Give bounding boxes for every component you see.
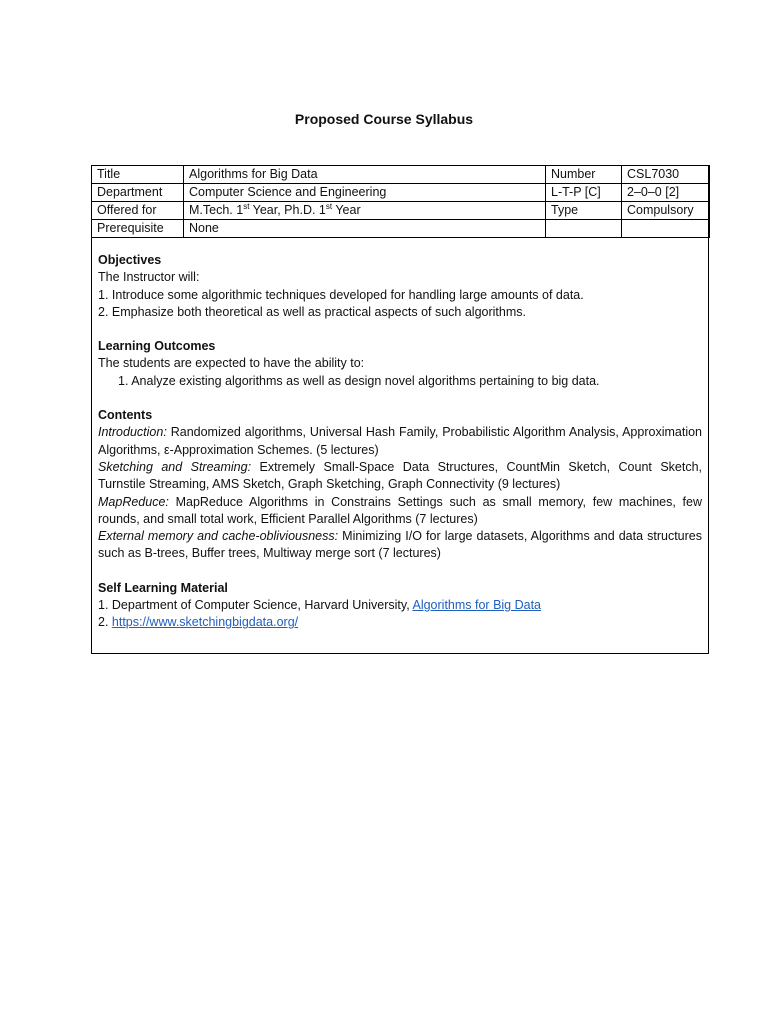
section-text: Extremely Small-Space Data Structures, CountMin Sketch, Count Sketch, Turnstile Streaming, AMS Sketch, Graph Sketching, Graph Connectivity (9 lectures) (98, 459, 703, 492)
offered-label: Offered for (92, 202, 184, 220)
table-row (92, 220, 710, 238)
number-value: CSL7030 (622, 166, 710, 184)
prereq-label: Prerequisite (92, 220, 184, 238)
objectives-heading: Objectives (98, 253, 162, 267)
section-text: MapReduce Algorithms in Constrains Settings such as small memory, few machines, few rounds, and small total work, Efficient Parallel Algorithms (7 lectures) (98, 494, 702, 526)
offered-text-3: Year (332, 203, 361, 217)
section-text: Randomized algorithms, Universal Hash Family, Probabilistic Algorithm Analysis, Approximation Algorithms, ε-Approximation Schemes. (5 lectures) (98, 425, 702, 457)
sketching-site-link[interactable]: https://www.sketchingbigdata.org/ (111, 615, 299, 630)
offered-sup-1: st (243, 201, 250, 211)
contents-section (98, 494, 702, 529)
course-info-table (91, 165, 710, 238)
type-label: Type (546, 202, 622, 220)
item-text: 1. Department of Computer Science, Harvard University, (98, 598, 413, 613)
type-value: Compulsory (622, 202, 710, 220)
outcome-item: 1. Analyze existing algorithms as well as design novel algorithms pertaining to big data. (118, 373, 600, 388)
department-label: Department (92, 184, 184, 202)
objectives-intro: The Instructor will: (98, 270, 200, 285)
contents-section (98, 424, 702, 459)
table-row (92, 202, 710, 220)
table-row (92, 166, 710, 184)
page-title: Proposed Course Syllabus (294, 111, 474, 127)
section-title: Introduction: (98, 425, 167, 440)
contents-section (98, 528, 702, 563)
title-value: Algorithms for Big Data (184, 166, 546, 184)
number-label: Number (546, 166, 622, 184)
self-learning-item (98, 597, 702, 614)
section-text: Minimizing I/O for large datasets, Algorithms and data structures such as B-trees, Buffer trees, Multiway merge sort (7 lectures) (98, 529, 702, 561)
contents-section (98, 459, 702, 494)
outcomes-intro: The students are expected to have the ability to: (98, 356, 365, 371)
self-learning-item (98, 614, 702, 631)
objective-item: 2. Emphasize both theoretical as well as practical aspects of such algorithms. (98, 304, 526, 319)
offered-sup-2: st (325, 201, 333, 211)
self-learning-heading: Self Learning Material (98, 580, 228, 595)
harvard-course-link[interactable]: Algorithms for Big Data (412, 598, 542, 613)
table-row (92, 184, 710, 202)
title-label: Title (92, 166, 184, 184)
offered-value (184, 202, 546, 220)
item-text: 2. (98, 615, 112, 630)
offered-text-1: M.Tech. 1 (189, 203, 244, 217)
objective-item: 1. Introduce some algorithmic techniques developed for handling large amounts of data. (98, 287, 584, 302)
empty-cell (546, 220, 622, 238)
section-title: MapReduce: (98, 494, 169, 509)
outcomes-heading: Learning Outcomes (98, 339, 216, 354)
prereq-value: None (184, 220, 546, 238)
contents-heading: Contents (98, 408, 153, 423)
empty-cell (622, 220, 710, 238)
department-value: Computer Science and Engineering (184, 184, 546, 202)
syllabus-box (91, 165, 709, 654)
section-title: Sketching and Streaming: (98, 459, 252, 474)
section-title: External memory and cache-obliviousness: (98, 529, 339, 544)
ltp-label: L-T-P [C] (546, 184, 622, 202)
offered-text-2: Year, Ph.D. 1 (249, 203, 326, 217)
ltp-value: 2–0–0 [2] (622, 184, 710, 202)
syllabus-body (92, 238, 708, 632)
